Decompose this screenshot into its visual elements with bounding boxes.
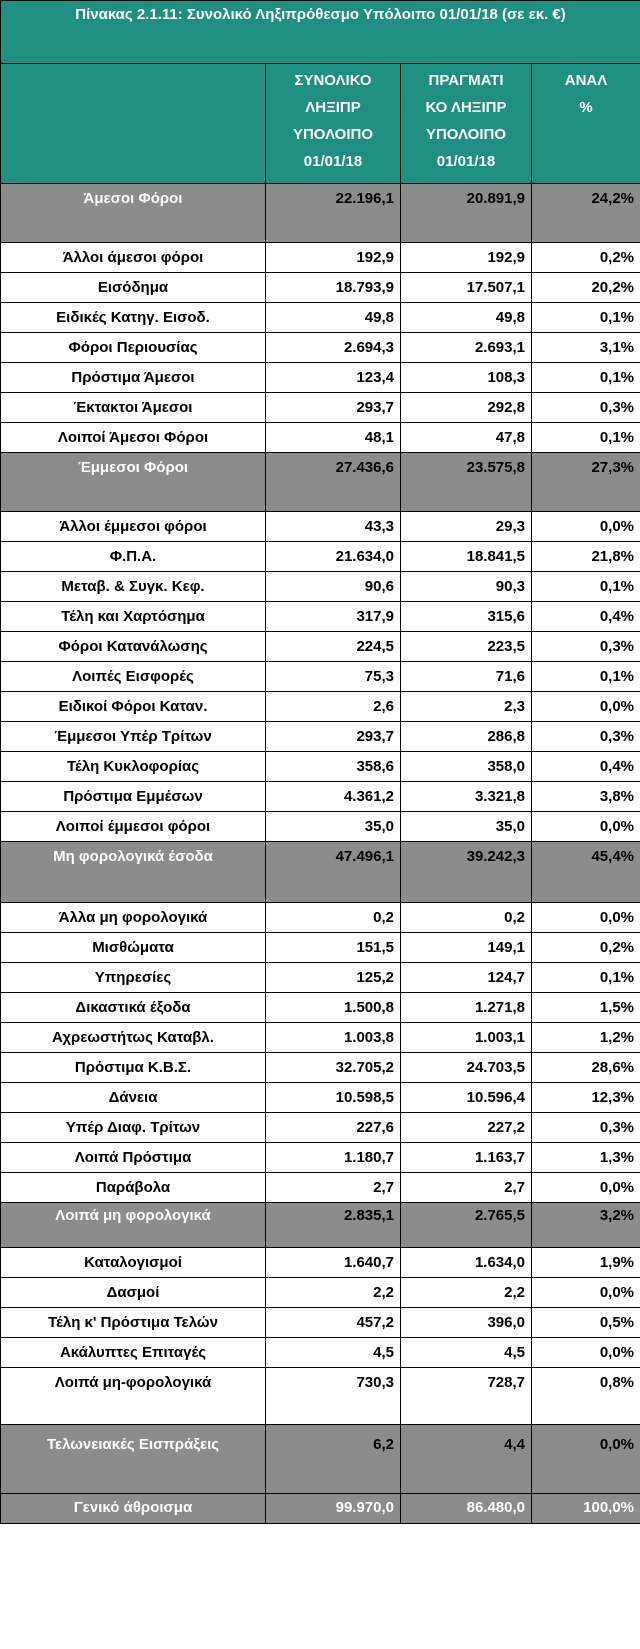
row-pct: 0,1% <box>532 303 640 333</box>
row-real: 1.003,1 <box>401 1023 532 1053</box>
row-total: 75,3 <box>266 662 401 692</box>
header-total-balance: ΣΥΝΟΛΙΚΟ ΛΗΞΙΠΡ ΥΠΟΛΟΙΠΟ 01/01/18 <box>266 64 401 184</box>
table-row <box>1 1143 640 1173</box>
row-label: Πρόστιμα Εμμέσων <box>1 782 266 812</box>
row-total: 47.496,1 <box>266 842 401 903</box>
row-real: 35,0 <box>401 812 532 842</box>
row-pct: 45,4% <box>532 842 640 903</box>
row-label: Ειδικές Κατηγ. Εισοδ. <box>1 303 266 333</box>
table-row <box>1 722 640 752</box>
group-row <box>1 453 640 512</box>
row-label: Έμμεσοι Φόροι <box>1 453 266 512</box>
table-row <box>1 243 640 273</box>
row-total: 2,7 <box>266 1173 401 1203</box>
row-label: Πρόστιμα Κ.Β.Σ. <box>1 1053 266 1083</box>
row-label: Ειδικοί Φόροι Καταν. <box>1 692 266 722</box>
row-pct: 1,3% <box>532 1143 640 1173</box>
row-total: 32.705,2 <box>266 1053 401 1083</box>
row-pct: 0,4% <box>532 752 640 782</box>
row-pct: 1,9% <box>532 1248 640 1278</box>
table-row <box>1 303 640 333</box>
table-row <box>1 333 640 363</box>
row-label: Έκτακτοι Άμεσοι <box>1 393 266 423</box>
row-label: Φόροι Κατανάλωσης <box>1 632 266 662</box>
row-total: 49,8 <box>266 303 401 333</box>
row-total: 293,7 <box>266 722 401 752</box>
header-percentage: ΑΝΑΛ % <box>532 64 640 184</box>
row-total: 4,5 <box>266 1338 401 1368</box>
row-real: 24.703,5 <box>401 1053 532 1083</box>
table-row <box>1 1173 640 1203</box>
table-row <box>1 393 640 423</box>
row-pct: 24,2% <box>532 184 640 243</box>
row-real: 292,8 <box>401 393 532 423</box>
row-label: Δάνεια <box>1 1083 266 1113</box>
row-total: 123,4 <box>266 363 401 393</box>
table-row <box>1 512 640 542</box>
row-total: 35,0 <box>266 812 401 842</box>
row-real: 2.765,5 <box>401 1203 532 1248</box>
row-pct: 0,4% <box>532 602 640 632</box>
row-total: 90,6 <box>266 572 401 602</box>
row-label: Δικαστικά έξοδα <box>1 993 266 1023</box>
row-label: Λοιποί Άμεσοι Φόροι <box>1 423 266 453</box>
row-total: 18.793,9 <box>266 273 401 303</box>
row-pct: 21,8% <box>532 542 640 572</box>
row-real: 2,7 <box>401 1173 532 1203</box>
row-pct: 0,0% <box>532 812 640 842</box>
table-row <box>1 1053 640 1083</box>
row-total: 358,6 <box>266 752 401 782</box>
row-real: 286,8 <box>401 722 532 752</box>
table-row <box>1 1083 640 1113</box>
table-title: Πίνακας 2.1.11: Συνολικό Ληξιπρόθεσμο Υπόλοιπο 01/01/18 (σε εκ. €) <box>1 1 640 64</box>
row-real: 358,0 <box>401 752 532 782</box>
row-real: 90,3 <box>401 572 532 602</box>
row-label: Λοιπά Πρόστιμα <box>1 1143 266 1173</box>
row-pct: 0,2% <box>532 243 640 273</box>
row-total: 99.970,0 <box>266 1494 401 1524</box>
row-total: 6,2 <box>266 1425 401 1494</box>
table-row <box>1 692 640 722</box>
table-row <box>1 542 640 572</box>
row-total: 293,7 <box>266 393 401 423</box>
row-total: 1.003,8 <box>266 1023 401 1053</box>
row-real: 71,6 <box>401 662 532 692</box>
row-label: Λοιπά μη-φορολογικά <box>1 1368 266 1425</box>
row-label: Μη φορολογικά έσοδα <box>1 842 266 903</box>
row-label: Γενικό άθροισμα <box>1 1494 266 1524</box>
row-pct: 0,0% <box>532 1425 640 1494</box>
row-real: 4,4 <box>401 1425 532 1494</box>
row-total: 125,2 <box>266 963 401 993</box>
row-label: Λοιπές Εισφορές <box>1 662 266 692</box>
header-row <box>1 64 640 184</box>
row-pct: 0,3% <box>532 722 640 752</box>
row-total: 457,2 <box>266 1308 401 1338</box>
row-real: 0,2 <box>401 903 532 933</box>
row-pct: 0,1% <box>532 363 640 393</box>
row-label: Φ.Π.Α. <box>1 542 266 572</box>
table-row <box>1 1278 640 1308</box>
row-pct: 100,0% <box>532 1494 640 1524</box>
row-total: 1.180,7 <box>266 1143 401 1173</box>
row-label: Άλλοι άμεσοι φόροι <box>1 243 266 273</box>
row-label: Άλλα μη φορολογικά <box>1 903 266 933</box>
row-total: 224,5 <box>266 632 401 662</box>
row-total: 48,1 <box>266 423 401 453</box>
table-row <box>1 572 640 602</box>
row-total: 2.835,1 <box>266 1203 401 1248</box>
table-row <box>1 632 640 662</box>
row-pct: 0,3% <box>532 632 640 662</box>
row-pct: 20,2% <box>532 273 640 303</box>
table-row <box>1 1338 640 1368</box>
row-pct: 0,1% <box>532 572 640 602</box>
row-total: 192,9 <box>266 243 401 273</box>
row-label: Λοιποί έμμεσοι φόροι <box>1 812 266 842</box>
row-label: Υπηρεσίες <box>1 963 266 993</box>
row-total: 2.694,3 <box>266 333 401 363</box>
row-total: 1.500,8 <box>266 993 401 1023</box>
row-real: 49,8 <box>401 303 532 333</box>
row-real: 18.841,5 <box>401 542 532 572</box>
row-total: 21.634,0 <box>266 542 401 572</box>
row-real: 4,5 <box>401 1338 532 1368</box>
row-label: Ακάλυπτες Επιταγές <box>1 1338 266 1368</box>
row-total: 0,2 <box>266 903 401 933</box>
group-row <box>1 842 640 903</box>
row-pct: 1,2% <box>532 1023 640 1053</box>
header-label-cell <box>1 64 266 184</box>
row-real: 23.575,8 <box>401 453 532 512</box>
row-total: 22.196,1 <box>266 184 401 243</box>
row-pct: 12,3% <box>532 1083 640 1113</box>
row-label: Αχρεωστήτως Καταβλ. <box>1 1023 266 1053</box>
row-total: 2,2 <box>266 1278 401 1308</box>
table-row <box>1 1113 640 1143</box>
row-label: Δασμοί <box>1 1278 266 1308</box>
row-label: Παράβολα <box>1 1173 266 1203</box>
row-label: Υπέρ Διαφ. Τρίτων <box>1 1113 266 1143</box>
row-total: 227,6 <box>266 1113 401 1143</box>
row-pct: 3,1% <box>532 333 640 363</box>
row-real: 86.480,0 <box>401 1494 532 1524</box>
row-real: 17.507,1 <box>401 273 532 303</box>
row-real: 10.596,4 <box>401 1083 532 1113</box>
row-real: 1.163,7 <box>401 1143 532 1173</box>
row-label: Καταλογισμοί <box>1 1248 266 1278</box>
row-pct: 0,0% <box>532 512 640 542</box>
row-total: 43,3 <box>266 512 401 542</box>
row-total: 4.361,2 <box>266 782 401 812</box>
row-pct: 0,5% <box>532 1308 640 1338</box>
table-row <box>1 1368 640 1425</box>
row-pct: 0,1% <box>532 963 640 993</box>
row-real: 192,9 <box>401 243 532 273</box>
table-row <box>1 1248 640 1278</box>
row-label: Άμεσοι Φόροι <box>1 184 266 243</box>
row-label: Φόροι Περιουσίας <box>1 333 266 363</box>
table-row <box>1 752 640 782</box>
row-real: 2.693,1 <box>401 333 532 363</box>
row-real: 124,7 <box>401 963 532 993</box>
row-label: Πρόστιμα Άμεσοι <box>1 363 266 393</box>
row-label: Τέλη και Χαρτόσημα <box>1 602 266 632</box>
row-pct: 0,0% <box>532 1278 640 1308</box>
row-pct: 1,5% <box>532 993 640 1023</box>
row-real: 1.271,8 <box>401 993 532 1023</box>
table-row <box>1 963 640 993</box>
row-pct: 0,1% <box>532 662 640 692</box>
row-label: Μεταβ. & Συγκ. Κεφ. <box>1 572 266 602</box>
row-label: Τέλη Κυκλοφορίας <box>1 752 266 782</box>
row-real: 20.891,9 <box>401 184 532 243</box>
table-row <box>1 1023 640 1053</box>
row-total: 2,6 <box>266 692 401 722</box>
row-real: 728,7 <box>401 1368 532 1425</box>
title-row <box>1 1 640 64</box>
row-real: 47,8 <box>401 423 532 453</box>
row-pct: 28,6% <box>532 1053 640 1083</box>
table-row <box>1 903 640 933</box>
grand-total-row <box>1 1494 640 1524</box>
group-row <box>1 1425 640 1494</box>
row-real: 227,2 <box>401 1113 532 1143</box>
row-real: 3.321,8 <box>401 782 532 812</box>
table-row <box>1 423 640 453</box>
row-total: 10.598,5 <box>266 1083 401 1113</box>
table-row <box>1 812 640 842</box>
row-total: 730,3 <box>266 1368 401 1425</box>
row-pct: 0,3% <box>532 1113 640 1143</box>
row-pct: 0,1% <box>532 423 640 453</box>
row-total: 151,5 <box>266 933 401 963</box>
row-pct: 27,3% <box>532 453 640 512</box>
row-real: 396,0 <box>401 1308 532 1338</box>
table-row <box>1 662 640 692</box>
row-real: 108,3 <box>401 363 532 393</box>
row-label: Εισόδημα <box>1 273 266 303</box>
table-row <box>1 602 640 632</box>
group-row <box>1 184 640 243</box>
group-row <box>1 1203 640 1248</box>
table-row <box>1 993 640 1023</box>
row-pct: 0,0% <box>532 1338 640 1368</box>
row-pct: 0,8% <box>532 1368 640 1425</box>
row-pct: 0,2% <box>532 933 640 963</box>
row-pct: 0,0% <box>532 1173 640 1203</box>
row-label: Έμμεσοι Υπέρ Τρίτων <box>1 722 266 752</box>
table-row <box>1 273 640 303</box>
row-total: 27.436,6 <box>266 453 401 512</box>
row-pct: 0,3% <box>532 393 640 423</box>
row-real: 29,3 <box>401 512 532 542</box>
row-label: Τελωνειακές Εισπράξεις <box>1 1425 266 1494</box>
row-pct: 3,8% <box>532 782 640 812</box>
row-label: Άλλοι έμμεσοι φόροι <box>1 512 266 542</box>
row-label: Λοιπά μη φορολογικά <box>1 1203 266 1248</box>
row-real: 149,1 <box>401 933 532 963</box>
row-pct: 0,0% <box>532 903 640 933</box>
row-real: 39.242,3 <box>401 842 532 903</box>
table-row <box>1 1308 640 1338</box>
row-pct: 3,2% <box>532 1203 640 1248</box>
row-pct: 0,0% <box>532 692 640 722</box>
table-row <box>1 782 640 812</box>
table-row <box>1 363 640 393</box>
row-label: Τέλη κ' Πρόστιμα Τελών <box>1 1308 266 1338</box>
table-row <box>1 933 640 963</box>
row-real: 2,2 <box>401 1278 532 1308</box>
header-real-balance: ΠΡΑΓΜΑΤΙ ΚΟ ΛΗΞΙΠΡ ΥΠΟΛΟΙΠΟ 01/01/18 <box>401 64 532 184</box>
row-real: 223,5 <box>401 632 532 662</box>
row-real: 315,6 <box>401 602 532 632</box>
row-label: Μισθώματα <box>1 933 266 963</box>
row-real: 2,3 <box>401 692 532 722</box>
row-real: 1.634,0 <box>401 1248 532 1278</box>
row-total: 1.640,7 <box>266 1248 401 1278</box>
row-total: 317,9 <box>266 602 401 632</box>
